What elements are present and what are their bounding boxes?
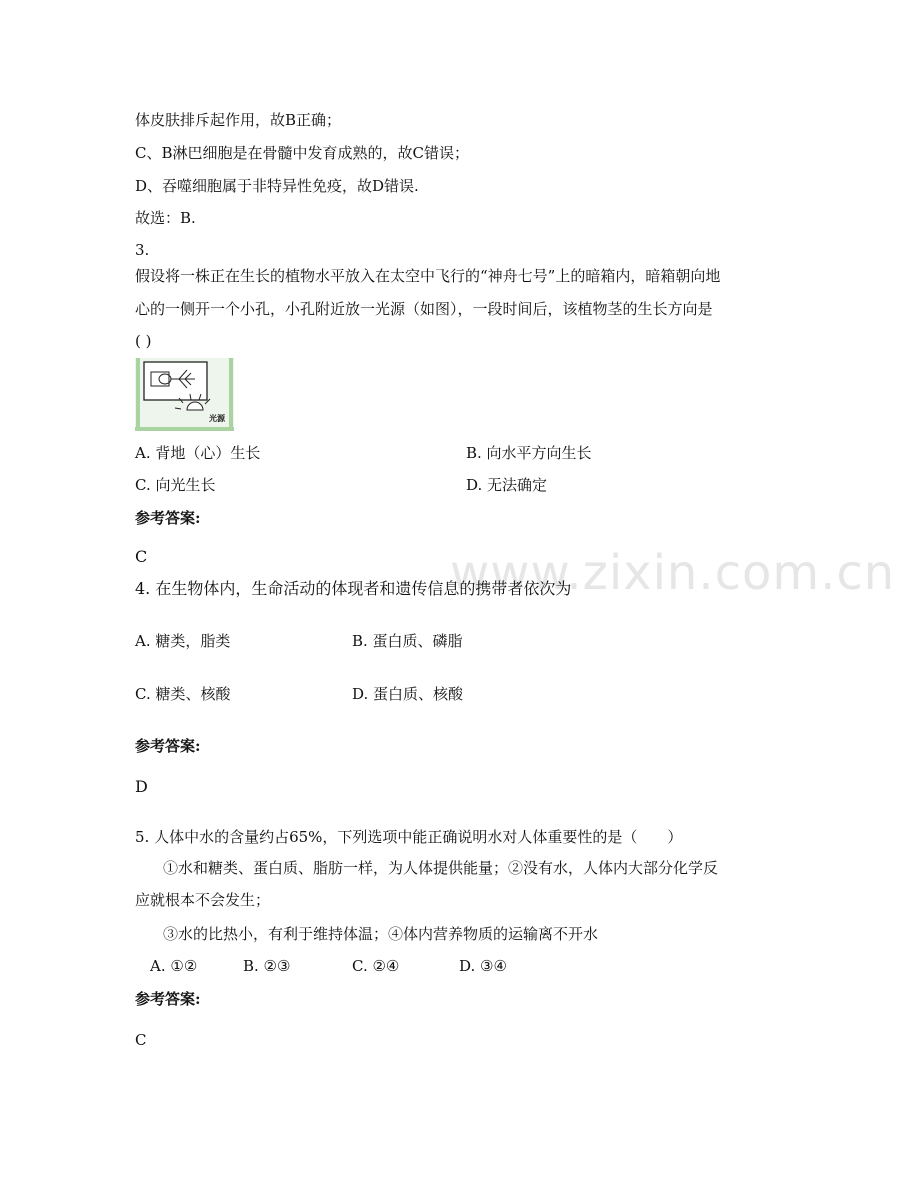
question-5-stem: 5. 人体中水的含量约占65%，下列选项中能正确说明水对人体重要性的是（ ） [135,828,683,846]
explanation-line-2: C、B淋巴细胞是在骨髓中发育成熟的，故C错误； [135,144,469,162]
q4-option-b: B. 蛋白质、磷脂 [352,632,463,650]
explanation-line-3: D、吞噬细胞属于非特异性免疫，故D错误. [135,177,419,195]
q4-answer: D [135,777,148,796]
q3-option-d: D. 无法确定 [466,476,548,494]
q3-answer-label: 参考答案: [135,509,201,527]
question-3-number: 3. [135,241,150,259]
question-4-stem: 4. 在生物体内，生命活动的体现者和遗传信息的携带者依次为 [135,579,572,598]
q3-option-c: C. 向光生长 [135,476,216,494]
question-3-stem-line-2: 心的一侧开一个小孔，小孔附近放一光源（如图），一段时间后，该植物茎的生长方向是 [135,300,713,318]
q3-option-b: B. 向水平方向生长 [466,444,592,462]
question-3-stem-line-3: ( ) [135,332,152,350]
q5-option-c: C. ②④ [352,957,400,975]
explanation-conclusion: 故选：B. [135,209,196,227]
plant-box-figure [135,358,234,431]
q5-statement-line-2: 应就根本不会发生； [135,891,271,909]
light-source-label: 光源 [209,414,225,423]
q4-option-c: C. 糖类、核酸 [135,685,231,703]
q4-answer-label: 参考答案: [135,737,201,755]
q5-option-b: B. ②③ [243,957,291,975]
q4-option-a: A. 糖类，脂类 [135,632,231,650]
explanation-line-1: 体皮肤排斥起作用，故B正确； [135,111,342,129]
q4-option-d: D. 蛋白质、核酸 [352,685,464,703]
q3-option-a: A. 背地（心）生长 [135,444,261,462]
q5-option-a: A. ①② [150,957,198,975]
q3-answer: C [135,547,148,566]
question-3-stem-line-1: 假设将一株正在生长的植物水平放入在太空中飞行的“神舟七号”上的暗箱内，暗箱朝向地 [135,267,721,285]
q5-answer-label: 参考答案: [135,990,201,1008]
q5-option-d: D. ③④ [459,957,507,975]
q5-statement-line-3: ③水的比热小，有利于维持体温；④体内营养物质的运输离不开水 [163,925,599,943]
q5-answer: C [135,1031,147,1049]
watermark: www.zixin.com.cn [450,545,896,601]
plant-box-diagram [135,358,234,431]
q5-statement-line-1: ①水和糖类、蛋白质、脂肪一样，为人体提供能量；②没有水，人体内大部分化学反 [163,859,719,877]
